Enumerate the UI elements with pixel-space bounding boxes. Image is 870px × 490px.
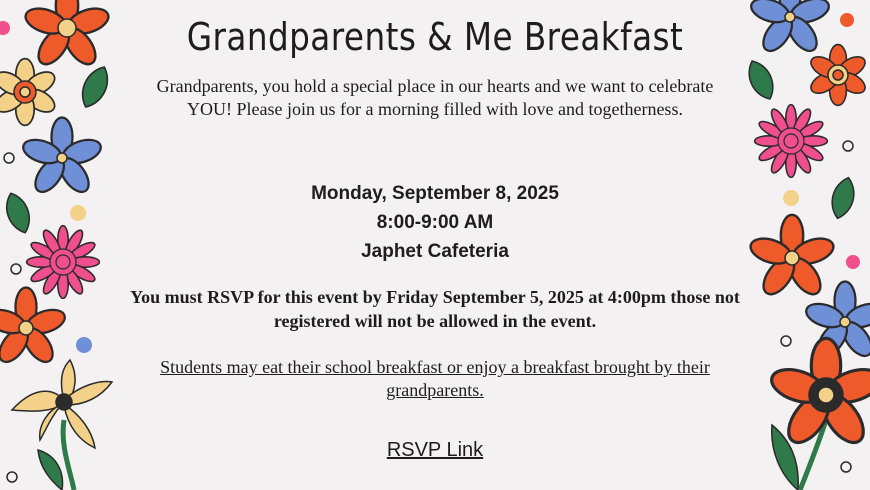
flower-icon	[0, 288, 68, 367]
event-date: Monday, September 8, 2025	[311, 183, 559, 204]
dot-icon	[70, 205, 86, 221]
flower-icon	[20, 118, 104, 197]
flower-icon	[0, 59, 58, 126]
dot-icon	[843, 141, 853, 151]
rsvp-link[interactable]: RSVP Link	[386, 439, 484, 461]
flower-icon	[768, 338, 870, 490]
flower-icon	[747, 215, 836, 300]
page-title: Grandparents & Me Breakfast	[186, 15, 684, 59]
flower-icon	[22, 0, 111, 70]
dot-icon	[7, 472, 17, 482]
event-time: 8:00-9:00 AM	[376, 212, 494, 233]
flower-icon	[807, 45, 868, 106]
dot-icon	[841, 462, 851, 472]
rsvp-deadline-note: You must RSVP for this event by Friday September 5, 2025 at 4:00pm those not registered will not be allowed in the event.	[130, 287, 740, 331]
leaf-icon	[1, 190, 35, 236]
dot-icon	[76, 337, 92, 353]
lily-icon	[12, 360, 112, 490]
intro-text: Grandparents, you hold a special place in our hearts and we want to celebrate YOU! Please join us for a morning filled with love and togetherness.	[156, 76, 714, 119]
leaf-icon	[76, 63, 114, 112]
event-details	[130, 179, 740, 266]
rsvp-link-container	[130, 437, 740, 463]
students-note: Students may eat their school breakfast or enjoy a breakfast brought by their grandparents.	[160, 357, 710, 400]
dot-icon	[11, 264, 21, 274]
dot-icon	[783, 190, 799, 206]
flower-icon	[27, 226, 100, 299]
leaf-icon	[743, 57, 779, 104]
dot-icon	[840, 13, 854, 27]
dot-icon	[0, 21, 10, 35]
dot-icon	[781, 336, 791, 346]
dot-icon	[846, 255, 860, 269]
leaf-icon	[828, 175, 859, 221]
flower-icon	[748, 0, 832, 56]
flower-icon	[755, 105, 828, 178]
event-location: Japhet Cafeteria	[361, 241, 509, 262]
dot-icon	[4, 153, 14, 163]
